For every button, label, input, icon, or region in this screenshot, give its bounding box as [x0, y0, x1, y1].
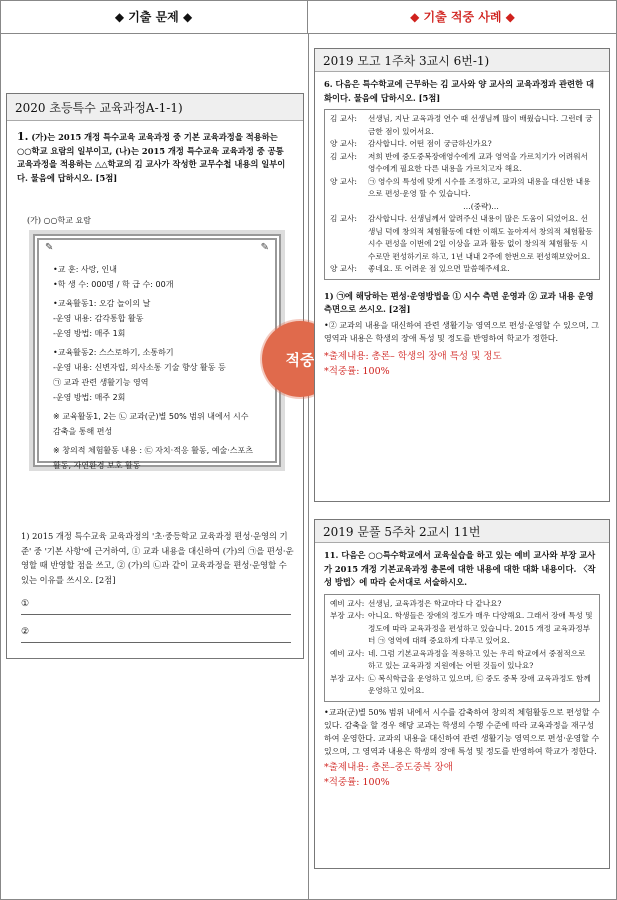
utterance: …(중략)… — [463, 201, 499, 211]
dialog-row — [330, 610, 594, 648]
content-note: *출제내용: 총론– 학생의 장애 특성 및 정도 — [324, 350, 502, 362]
speaker: 양 교사: — [330, 176, 357, 186]
answer-line-1[interactable]: ① — [21, 599, 291, 615]
utterance: 감사합니다. 선생님께서 알려주신 내용이 많은 도움이 되었어요. 선생님 덕에 창의적 체험활동에 대한 이해도 높아져서 창의적 체험활동 시수 편성을 이번에 2일 이상을 교과 활동 없이 창의적 체험활동 시수로만 편성하기로 하고, 1년 내내 2주에 한번으로 편성해보았어요. — [368, 214, 593, 261]
speaker: 김 교사: — [330, 114, 357, 123]
pin-icon: ✎ — [45, 242, 54, 253]
dialog-row — [330, 151, 594, 176]
question-number: 1. — [17, 130, 29, 143]
hit-rate: *적중률: 100% — [324, 776, 390, 788]
answer-text: •교과(군)별 50% 범위 내에서 시수를 감축하여 창의적 체험활동으로 편성할 수 있다. 감축을 할 경우 해당 교과는 학생의 수행 수준에 따라 교육과정을 재구성하여 운영한다. 교과의 내용을 대신하여 관련 생활기능 영역으로 편성·운영할 수 있으며, 그 영역과 내용은 학생의 장애 특성 및 정도를 반영하여 학교가 정한다. — [324, 707, 600, 756]
brief-line: 활동, 자연환경 보호 활동 — [53, 461, 141, 470]
brief-line: -운영 내용: 감각통합 활동 — [53, 314, 144, 323]
question-body: (가)는 2015 개정 특수교육 교육과정 중 기본 교육과정을 적용하는 ○○학교 요람의 일부이고, (나)는 2015 개정 특수교육 교육과정 중 공통 교육과정을 적용하는 △△학교의 김 교사가 작성한 교무수첩 내용의 일부이다. 물음에 답하시오. [5점] — [17, 132, 286, 183]
dialog-row — [330, 176, 594, 201]
dialog-row — [330, 648, 594, 673]
dialog-row — [330, 201, 594, 214]
hit-case-card-2 — [314, 519, 610, 869]
utterance: 좋네요. 또 어려운 점 있으면 말씀해주세요. — [368, 264, 510, 273]
column-divider — [308, 34, 309, 900]
hit-case-card-1 — [314, 48, 610, 502]
speaker: 양 교사: — [330, 139, 357, 148]
brief-line: •교육활동1: 오감 놀이의 날 — [53, 299, 151, 308]
hit-rate: *적중률: 100% — [324, 365, 390, 377]
sub-question: 1) ㉠에 해당하는 편성·운영방법을 ① 시수 측면 운영과 ② 교과 내용 운영 측면으로 쓰시오. [2점] — [324, 290, 594, 314]
utterance: 선생님, 지난 교육과정 연수 때 선생님께 많이 배웠습니다. 그런데 궁금한 점이 있어서요. — [368, 114, 593, 136]
utterance: 네. 그럼 기본교육과정을 적용하고 있는 우리 학교에서 중점적으로 하고 있는 교육과정 지원에는 어떤 것들이 있나요? — [368, 648, 586, 670]
dialog-row — [330, 113, 594, 138]
brief-line: ㉠ 교과 관련 생활기능 영역 — [53, 378, 149, 387]
utterance: 저희 반에 중도중복장애영수에게 교과 영역을 가르치기가 어려워서 영수에게 필요한 다른 내용을 가르치고자 해요. — [368, 151, 588, 173]
question-text: 11. 다음은 ○○특수학교에서 교육실습을 하고 있는 예비 교사와 부장 교사가 2015 개정 기본교육과정 총론에 대한 내용에 대한 대화 내용이다. 〈작성 방법〉에 따라 순서대로 서술하시오. — [324, 550, 596, 587]
answer-line-2[interactable]: ② — [21, 627, 291, 643]
dialog-box — [324, 109, 600, 280]
answer-text: •② 교과의 내용을 대신하여 관련 생활기능 영역으로 편성·운영할 수 있으며, 그 영역과 내용은 학생의 장애 특성 및 정도를 반영하여 학교가 정한다. — [324, 320, 600, 343]
brief-line: -운영 내용: 신변자립, 의사소통 기술 향상 활동 등 — [53, 363, 226, 372]
card-title: 2019 모고 1주차 3교시 6번-1) — [315, 49, 609, 72]
dialog-row — [330, 598, 594, 611]
speaker — [330, 201, 368, 214]
speaker: 예비 교사: — [330, 648, 365, 658]
speaker: 양 교사: — [330, 264, 357, 273]
brief-line: -운영 방법: 매주 1회 — [53, 329, 126, 338]
left-header: ◆ 기출 문제 ◆ — [0, 0, 308, 34]
brief-line: ※ 교육활동1, 2는 ㉡ 교과(군)별 50% 범위 내에서 시수 — [53, 412, 249, 421]
speaker: 부장 교사: — [330, 611, 365, 620]
hit-badge: 적중 — [262, 321, 338, 397]
utterance: 선생님, 교육과정은 학교마다 다 같나요? — [368, 598, 502, 608]
question-text — [7, 121, 303, 185]
brief-line: 감축을 통해 편성 — [53, 427, 113, 436]
utterance: 감사합니다. 어떤 점이 궁금하신가요? — [368, 139, 492, 148]
utterance: ㉠ 영수의 특성에 맞게 시수를 조정하고, 교과의 내용을 대신한 내용으로 편성·운영 할 수 있습니다. — [368, 176, 591, 198]
brief-lines — [53, 262, 263, 473]
brief-line: •학 생 수: 000명 / 학 급 수: 00개 — [53, 280, 174, 289]
dialog-row — [330, 673, 594, 698]
card-title: 2019 문풀 5주차 2교시 11번 — [315, 520, 609, 543]
dialog-row — [330, 138, 594, 151]
subtitle: (가) ○○학교 요람 — [27, 216, 91, 225]
brief-line: •교 훈: 사랑, 인내 — [53, 265, 117, 274]
speaker: 김 교사: — [330, 151, 357, 161]
question-text: 6. 다음은 특수학교에 근무하는 김 교사와 양 교사의 교육과정과 관련한 대화이다. 물음에 답하시오. [5점] — [324, 79, 594, 103]
speaker: 김 교사: — [330, 214, 357, 223]
pin-icon: ✎ — [260, 242, 269, 253]
past-exam-card — [6, 93, 304, 659]
right-header: ◆ 기출 적중 사례 ◆ — [308, 0, 617, 34]
utterance: 아니요. 학생들은 장애의 정도가 매우 다양해요. 그래서 장애 특성 및 정도에 따라 교육과정을 편성하고 있습니다. 2015 개정 교육과정부터 ㉠ 영역에 대해 중요하게 다루고 있어요. — [368, 611, 593, 645]
school-brief-box — [33, 234, 281, 470]
dialog-row — [330, 213, 594, 263]
sub-question: 1) 2015 개정 특수교육 교육과정의 '초·중등학교 교육과정 편성·운영의 기준' 중 '기본 사항'에 근거하여, ① 교과 내용을 대신하여 (가)의 ㉠을 편성·운영할 때 반영할 점을 쓰고, ② (가)의 ㉡과 같이 교육과정을 편성·운영할 수 있는 이유를 쓰시오. [2점] — [21, 531, 294, 585]
utterance: ㉡ 복식학급을 운영하고 있으며, ㉢ 중도 중복 장애 교육과정도 함께 운영하고 있어요. — [368, 673, 591, 695]
speaker: 부장 교사: — [330, 673, 365, 683]
speaker: 예비 교사: — [330, 598, 365, 608]
brief-line: -운영 방법: 매주 2회 — [53, 393, 126, 402]
dialog-box — [324, 594, 600, 702]
content-note: *출제내용: 총론–중도중복 장애 — [324, 761, 453, 773]
brief-line: •교육활동2: 스스로하기, 소통하기 — [53, 348, 174, 357]
card-title: 2020 초등특수 교육과정A-1-1) — [7, 94, 303, 121]
dialog-row — [330, 263, 594, 276]
brief-line: ※ 창의적 체험활동 내용 : ㉢ 자치·적응 활동, 예술·스포츠 — [53, 446, 253, 455]
